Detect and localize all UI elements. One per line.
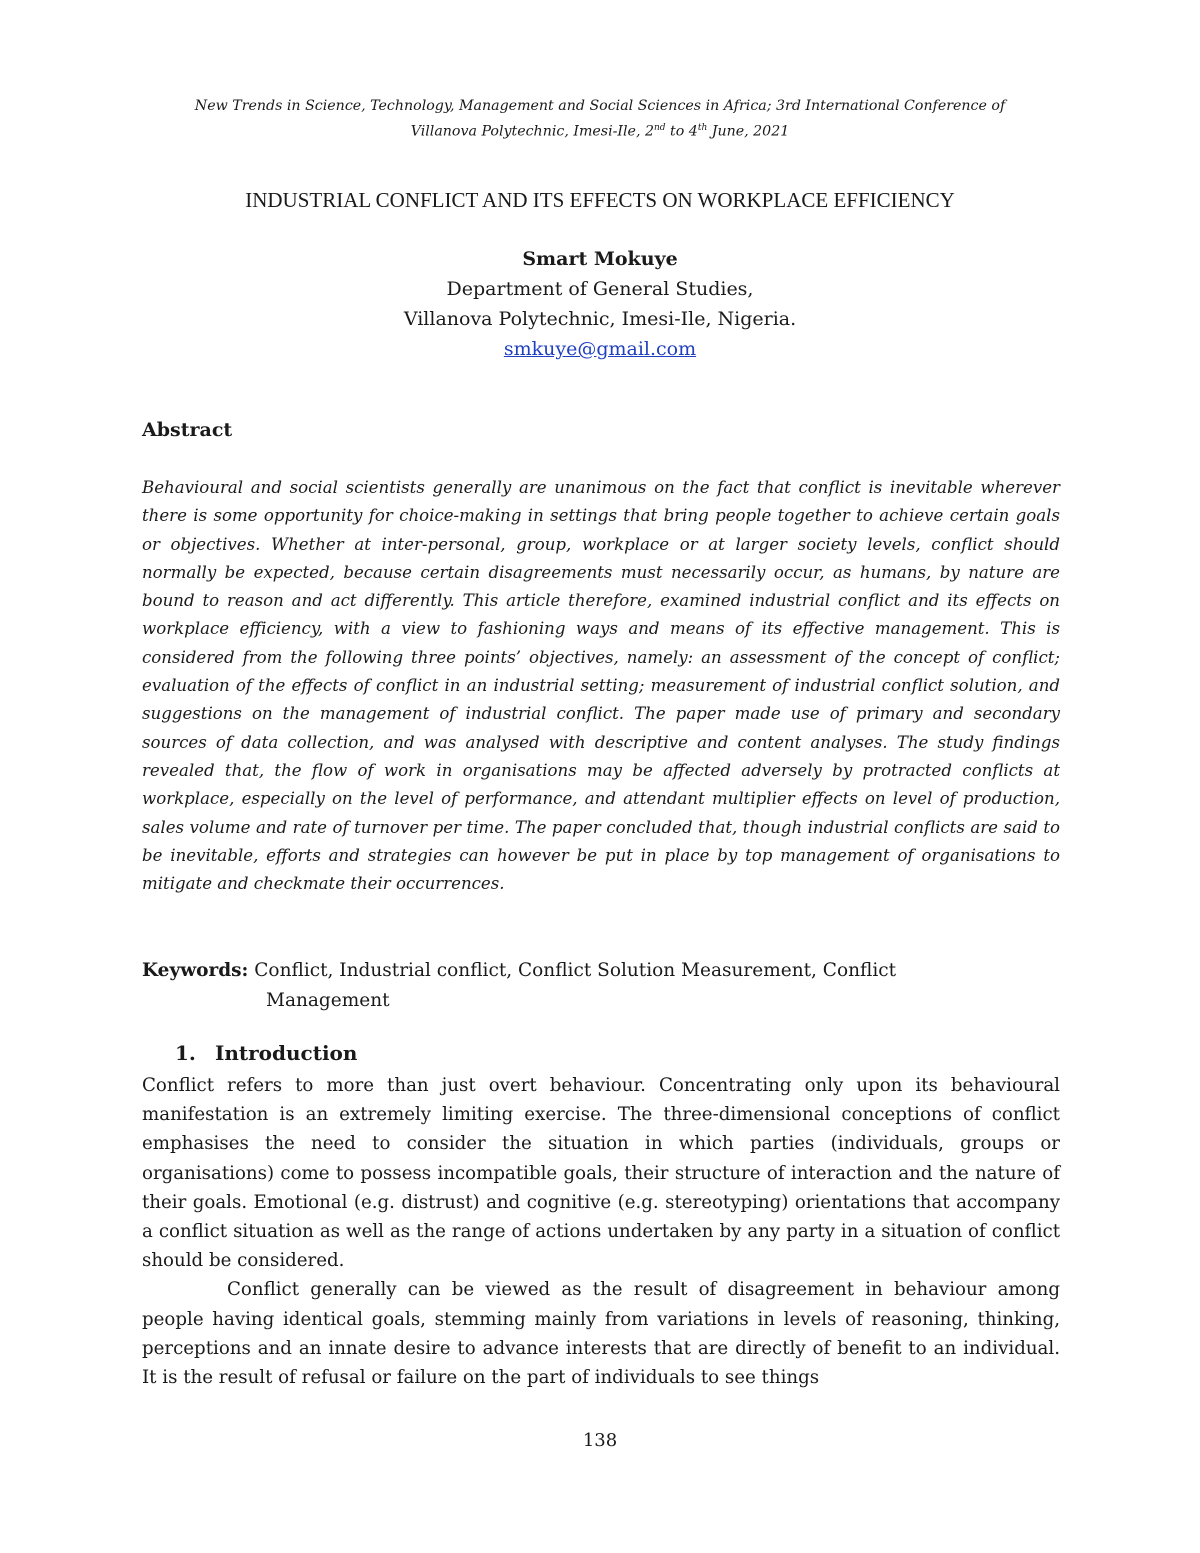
keywords-line1: Conflict, Industrial conflict, Conflict Solution Measurement, Conflict [248, 960, 897, 981]
introduction-body [142, 1071, 1060, 1392]
author-name: Smart Mokuye [522, 248, 678, 270]
author-block [200, 244, 1000, 364]
page-number: 138 [582, 1430, 618, 1451]
introduction-paragraph-1: Conflict refers to more than just overt behaviour. Concentrating only upon its behavioural manifestation is an extremely limiting exercise. The three-dimensional conceptions of conflict emphasises the need to consider the situation in which parties (individuals, groups or organisations) come to possess incompatible goals, their structure of interaction and the nature of their goals. Emotional (e.g. distrust) and cognitive (e.g. stereotyping) orientations that accompany a conflict situation as well as the range of actions undertaken by any party in a situation of conflict should be considered. [142, 1075, 1060, 1272]
abstract-heading: Abstract [142, 419, 233, 441]
abstract-text: Behavioural and social scientists generally are unanimous on the fact that conflict is inevitable wherever there is some opportunity for choice-making in settings that bring people together to achieve certain goals or objectives. Whether at inter-personal, group, workplace or at larger society levels, conflict should normally be expected, because certain disagreements must necessarily occur, as humans, by nature are bound to reason and act differently. This article therefore, examined industrial conflict and its effects on workplace efficiency, with a view to fashioning ways and means of its effective management. This is considered from the following three points’ objectives, namely: an assessment of the concept of conflict; evaluation of the effects of conflict in an industrial setting; measurement of industrial conflict solution, and suggestions on the management of industrial conflict. The paper made use of primary and secondary sources of data collection, and was analysed with descriptive and content analyses. The study findings revealed that, the flow of work in organisations may be affected adversely by protracted conflicts at workplace, especially on the level of performance, and attendant multiplier effects on level of production, sales volume and rate of turnover per time. The paper concluded that, though industrial conflicts are said to be inevitable, efforts and strategies can however be put in place by top management of organisations to mitigate and checkmate their occurrences. [142, 478, 1060, 894]
running-header-line2 [130, 117, 1070, 143]
running-header [130, 95, 1070, 143]
paper-title: INDUSTRIAL CONFLICT AND ITS EFFECTS ON WORKPLACE EFFICIENCY [245, 188, 955, 212]
section-number: 1. [175, 1041, 196, 1065]
author-email-link[interactable]: smkuye@gmail.com [503, 338, 697, 360]
keywords-line2: Management [266, 990, 390, 1011]
section-title: Introduction [215, 1041, 358, 1065]
header-line2-mid: to 4 [665, 123, 698, 140]
header-line2-post: June, 2021 [707, 123, 790, 140]
running-header-line1: New Trends in Science, Technology, Management and Social Sciences in Africa; 3rd International Conference of [194, 98, 1006, 114]
keywords [142, 956, 1060, 1016]
keywords-label: Keywords: [142, 960, 249, 981]
header-line2-pre: Villanova Polytechnic, Imesi-Ile, 2 [410, 123, 654, 140]
header-sup-nd: nd [653, 123, 666, 133]
section-heading-introduction [175, 1041, 357, 1065]
introduction-paragraph-2: Conflict generally can be viewed as the result of disagreement in behaviour among people having identical goals, stemming mainly from variations in levels of reasoning, thinking, perceptions and an innate desire to advance interests that are directly of benefit to an individual. It is the result of refusal or failure on the part of individuals to see things [142, 1279, 1060, 1389]
author-institution: Villanova Polytechnic, Imesi-Ile, Nigeria. [403, 308, 797, 330]
author-department: Department of General Studies, [446, 278, 754, 300]
header-sup-th: th [697, 123, 708, 133]
